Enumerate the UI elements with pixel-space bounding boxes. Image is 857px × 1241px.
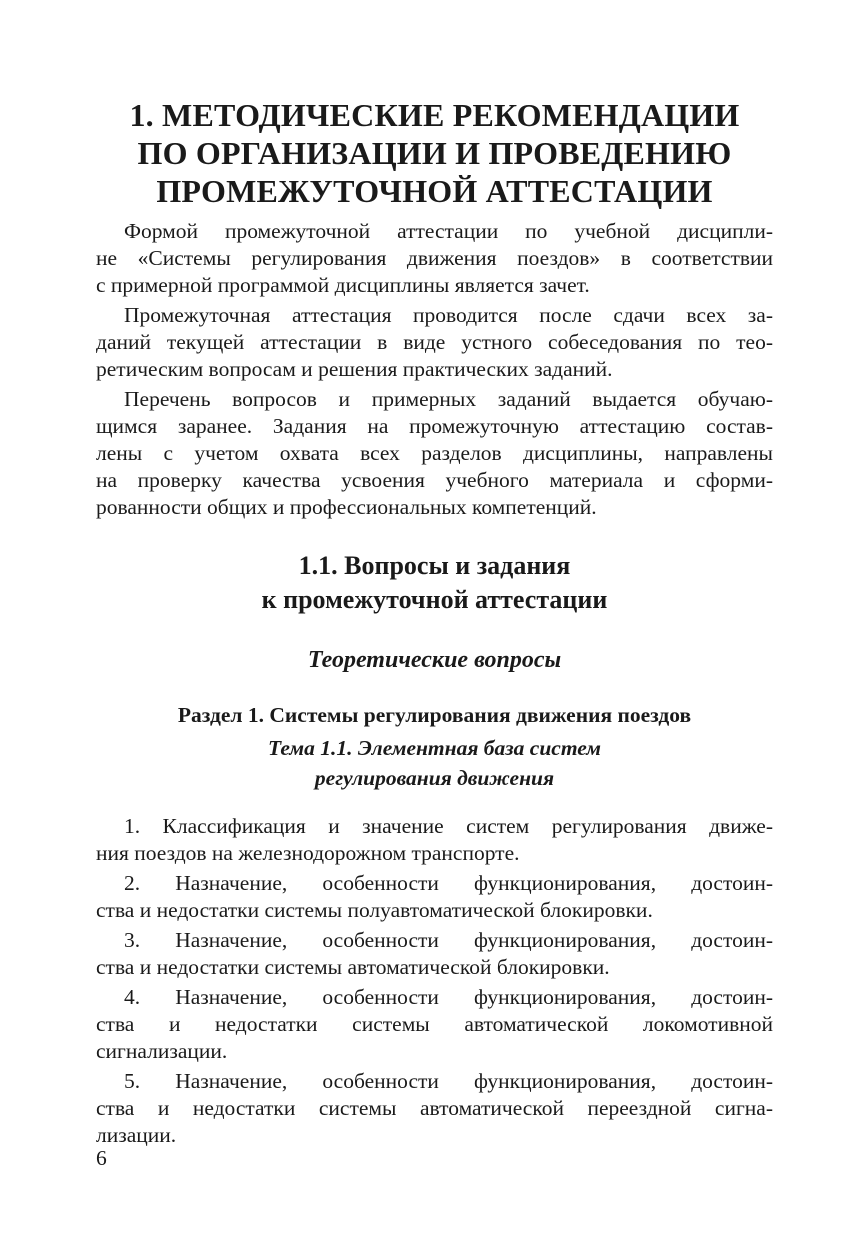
question-item — [96, 927, 773, 981]
paragraph-line: не «Системы регулирования движения поездов» в соответствии — [96, 246, 773, 270]
question-item — [96, 1068, 773, 1149]
question-item — [96, 813, 773, 867]
paragraph-line: даний текущей аттестации в виде устного собеседования по тео- — [96, 330, 773, 354]
topic-title-line: регулирования движения — [314, 766, 555, 790]
paragraph-line: Перечень вопросов и примерных заданий выдается обучаю- — [124, 387, 773, 411]
paragraph-line: щимся заранее. Задания на промежуточную аттестацию состав- — [96, 414, 773, 438]
chapter-heading-line: ПО ОРГАНИЗАЦИИ И ПРОВЕДЕНИЮ — [137, 135, 732, 171]
page-number: 6 — [96, 1146, 107, 1170]
topic-title-line: Тема 1.1. Элементная база систем — [267, 736, 601, 760]
document-page — [96, 96, 773, 1152]
question-line: 2. Назначение, особенности функционирования, достоин- — [124, 871, 773, 895]
question-line: ства и недостатки системы автоматической локомотивной — [96, 1012, 773, 1036]
section-title: Раздел 1. Системы регулирования движения поездов — [177, 703, 692, 727]
questions-list — [96, 813, 773, 1149]
subsection-heading-line: к промежуточной аттестации — [261, 585, 608, 614]
paragraph-line: на проверку качества усвоения учебного материала и сформи- — [96, 468, 773, 492]
question-line: 5. Назначение, особенности функционирования, достоин- — [124, 1069, 773, 1093]
question-line: ства и недостатки системы автоматической переездной сигна- — [96, 1096, 773, 1120]
theory-questions-title: Теоретические вопросы — [307, 647, 562, 673]
topic-title — [96, 733, 773, 793]
paragraph-line: рованности общих и профессиональных компетенций. — [96, 495, 597, 519]
question-item — [96, 870, 773, 924]
intro-paragraph-2 — [96, 302, 773, 383]
subsection-heading-line: 1.1. Вопросы и задания — [298, 551, 571, 580]
question-line: 1. Классификация и значение систем регулирования движе- — [124, 814, 773, 838]
question-item — [96, 984, 773, 1065]
intro-paragraph-1 — [96, 218, 773, 299]
paragraph-line: ретическим вопросам и решения практических заданий. — [96, 357, 613, 381]
paragraph-line: лены с учетом охвата всех разделов дисциплины, направлены — [96, 441, 773, 465]
question-line: сигнализации. — [96, 1039, 228, 1063]
paragraph-line: Формой промежуточной аттестации по учебной дисципли- — [124, 219, 773, 243]
question-line: лизации. — [96, 1123, 177, 1147]
paragraph-line: Промежуточная аттестация проводится после сдачи всех за- — [124, 303, 773, 327]
intro-paragraph-3 — [96, 386, 773, 521]
question-line: 3. Назначение, особенности функционирования, достоин- — [124, 928, 773, 952]
chapter-heading-line: ПРОМЕЖУТОЧНОЙ АТТЕСТАЦИИ — [156, 173, 713, 209]
subsection-heading — [96, 549, 773, 617]
question-line: 4. Назначение, особенности функционирования, достоин- — [124, 985, 773, 1009]
question-line: ства и недостатки системы автоматической блокировки. — [96, 955, 610, 979]
chapter-heading — [96, 96, 773, 210]
question-line: ния поездов на железнодорожном транспорте. — [96, 841, 520, 865]
chapter-heading-line: 1. МЕТОДИЧЕСКИЕ РЕКОМЕНДАЦИИ — [129, 97, 740, 133]
paragraph-line: с примерной программой дисциплины является зачет. — [96, 273, 590, 297]
question-line: ства и недостатки системы полуавтоматической блокировки. — [96, 898, 653, 922]
